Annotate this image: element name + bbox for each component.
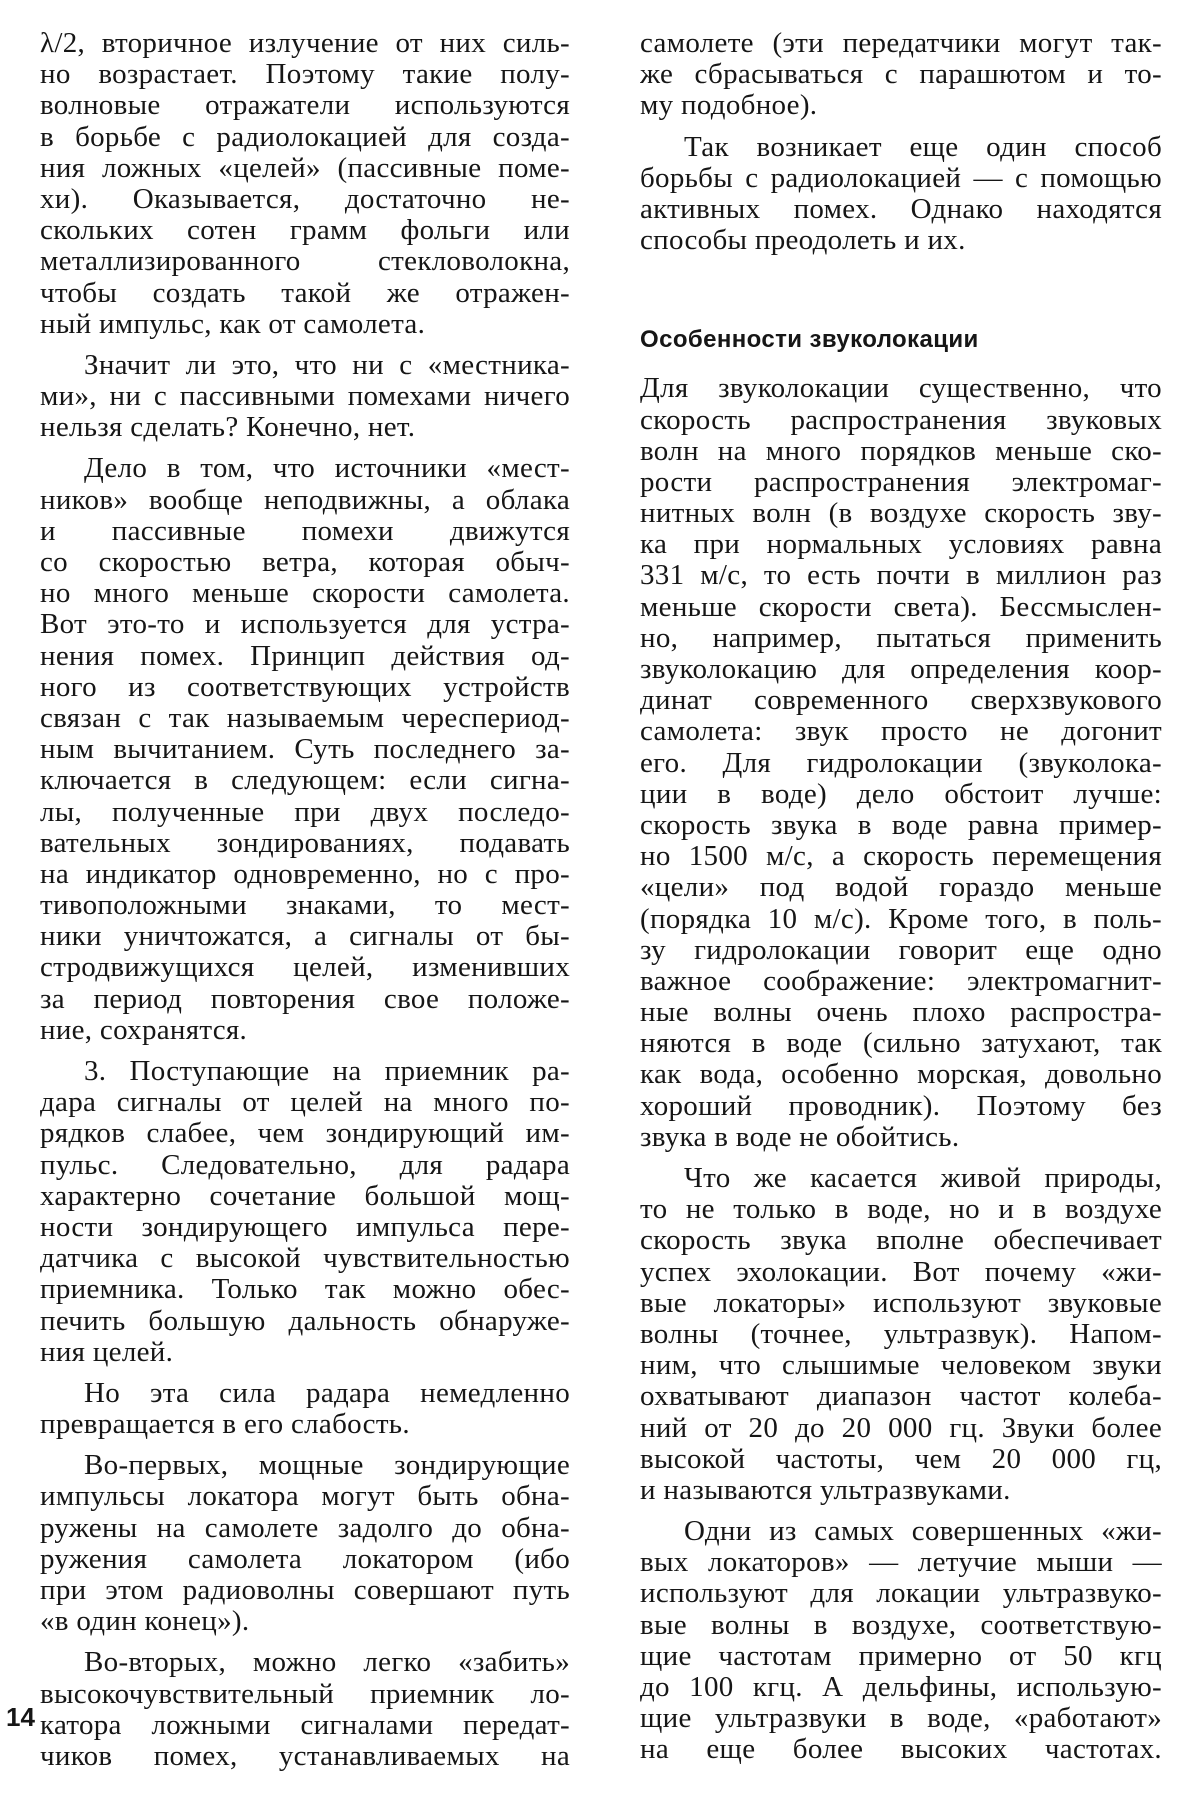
text-line: как вода, особенно морская, довольно xyxy=(640,1059,1162,1091)
text-line: катора ложными сигналами передат- xyxy=(40,1709,570,1741)
text-line: ников» вообще неподвижны, а облака xyxy=(40,484,570,516)
text-line: меньше скорости света). Бессмыслен- xyxy=(640,591,1162,623)
text-line: няются в воде (сильно затухают, так xyxy=(640,1028,1162,1060)
paragraph xyxy=(640,373,1162,1163)
text-line: звука в воде не обойтись. xyxy=(640,1121,960,1153)
text-line: в борьбе с радиолокацией для созда- xyxy=(40,121,570,153)
text-line: ники уничтожатся, а сигналы от бы- xyxy=(40,921,570,953)
text-line: рядков слабее, чем зондирующий им- xyxy=(40,1118,570,1150)
paragraph-gap xyxy=(640,122,1162,132)
text-line: ности зондирующего импульса пере- xyxy=(40,1211,570,1243)
text-line: лы, полученные при двух последо- xyxy=(40,796,570,828)
paragraph xyxy=(40,1056,570,1378)
text-line: охватывают диапазон частот колеба- xyxy=(640,1381,1162,1413)
text-line: Дело в том, что источники «мест- xyxy=(84,453,570,485)
paragraph-gap xyxy=(40,1440,570,1450)
paragraph-gap xyxy=(40,1637,570,1647)
text-line: стродвижущихся целей, изменивших xyxy=(40,952,570,984)
section-spacer xyxy=(640,266,1162,324)
text-line: успех эхолокации. Вот почему «жи- xyxy=(640,1256,1162,1288)
text-line: высокочувствительный приемник ло- xyxy=(40,1678,570,1710)
text-line: характерно сочетание большой мощ- xyxy=(40,1180,570,1212)
paragraph xyxy=(640,28,1162,132)
text-line: скольких сотен грамм фольги или xyxy=(40,215,570,247)
text-line: нельзя сделать? Конечно, нет. xyxy=(40,412,416,444)
paragraph xyxy=(40,1378,570,1450)
text-line: ружены на самолете задолго до обна- xyxy=(40,1512,570,1544)
text-line: его. Для гидролокации (звуколока- xyxy=(640,747,1162,779)
text-line: вательных зондированиях, подавать xyxy=(40,827,570,859)
text-line: самолета: звук просто не догонит xyxy=(640,716,1162,748)
text-line: и называются ультразвуками. xyxy=(640,1474,1011,1506)
text-line: ние, сохранятся. xyxy=(40,1014,248,1046)
paragraph xyxy=(40,28,570,350)
text-line: на еще более высоких частотах. xyxy=(640,1734,1162,1766)
text-line: нения помех. Принцип действия од- xyxy=(40,640,570,672)
text-line: но много меньше скорости самолета. xyxy=(40,578,570,610)
text-line: скорость распространения звуковых xyxy=(640,404,1162,436)
text-line: со скоростью ветра, которая обыч- xyxy=(40,547,570,578)
text-line: ные волны очень плохо распростра- xyxy=(640,997,1162,1029)
paragraph xyxy=(640,132,1162,267)
text-line: чиков помех, устанавливаемых на xyxy=(40,1740,570,1772)
text-line: Для звуколокации существенно, что xyxy=(640,373,1162,405)
text-line: но возрастает. Поэтому такие полу- xyxy=(40,59,570,91)
paragraph-gap xyxy=(640,1766,1162,1776)
page-number: 14 xyxy=(6,1702,35,1732)
text-line: важное соображение: электромагнит- xyxy=(640,965,1162,997)
text-line: вые локаторы» используют звуковые xyxy=(640,1287,1162,1319)
text-line: чтобы создать такой же отражен- xyxy=(40,277,570,309)
text-line: «цели» под водой гораздо меньше xyxy=(640,872,1162,904)
text-line: ным вычитанием. Суть последнего за- xyxy=(40,734,570,766)
paragraph-gap xyxy=(640,1153,1162,1163)
text-line: Во-вторых, можно легко «забить» xyxy=(84,1647,570,1679)
section-heading: Особенности звуколокации xyxy=(640,326,979,354)
text-line: самолете (эти передатчики могут так- xyxy=(640,28,1162,59)
left-column xyxy=(40,28,570,1782)
text-line: 3. Поступающие на приемник ра- xyxy=(84,1056,570,1087)
text-line: ключается в следующем: если сигна- xyxy=(40,765,570,797)
text-line: но 1500 м/с, а скорость перемещения xyxy=(640,841,1162,873)
text-line: превращается в его слабость. xyxy=(40,1409,410,1441)
text-line: ции в воде) дело обстоит лучше: xyxy=(640,778,1162,810)
text-line: скорость звука вполне обеспечивает xyxy=(640,1225,1162,1257)
text-line: Одни из самых совершенных «жи- xyxy=(684,1516,1162,1548)
paragraph-gap xyxy=(40,1046,570,1056)
text-line: печить большую дальность обнаруже- xyxy=(40,1305,570,1337)
text-line: ружения самолета локатором (ибо xyxy=(40,1543,570,1575)
text-line: Вот это-то и используется для устра- xyxy=(40,609,570,641)
text-line: хороший проводник). Поэтому без xyxy=(640,1090,1162,1122)
text-line: Что же касается живой природы, xyxy=(684,1163,1162,1194)
text-line: ного из соответствующих устройств xyxy=(40,671,570,703)
text-line: вые волны в воздухе, соответствую- xyxy=(640,1609,1162,1641)
text-line: используют для локации ультразвуко- xyxy=(640,1578,1162,1610)
text-line: 331 м/с, то есть почти в миллион раз xyxy=(640,560,1162,592)
text-line: борьбы с радиолокацией — с помощью xyxy=(640,162,1162,194)
text-line: Во-первых, мощные зондирующие xyxy=(84,1450,570,1482)
text-line: ка при нормальных условиях равна xyxy=(640,529,1162,561)
paragraph xyxy=(640,1163,1162,1516)
right-column xyxy=(640,28,1162,1776)
text-line: зу гидролокации говорит еще одно xyxy=(640,934,1162,966)
text-line: Значит ли это, что ни с «местника- xyxy=(84,349,570,381)
text-line: но, например, пытаться применить xyxy=(640,622,1162,654)
paragraph xyxy=(40,453,570,1056)
paragraph xyxy=(40,1450,570,1647)
text-line: му подобное). xyxy=(640,90,818,122)
text-line: приемника. Только так можно обес- xyxy=(40,1274,570,1306)
text-line: же сбрасываться с парашютом и то- xyxy=(640,59,1162,91)
text-line: волновые отражатели используются xyxy=(40,90,570,122)
text-line: на индикатор одновременно, но с про- xyxy=(40,858,570,890)
text-line: при этом радиоволны совершают путь xyxy=(40,1575,570,1606)
text-line: пульс. Следовательно, для радара xyxy=(40,1149,570,1181)
text-line: тивоположными знаками, то мест- xyxy=(40,890,570,922)
text-line: дара сигналы от целей на много по- xyxy=(40,1087,570,1119)
paragraph-gap xyxy=(40,1772,570,1782)
text-line: щие ультразвуки в воде, «работают» xyxy=(640,1703,1162,1735)
text-line: λ/2, вторичное излучение от них силь- xyxy=(40,28,570,59)
text-line: способы преодолеть и их. xyxy=(640,225,966,257)
heading-spacer xyxy=(640,355,1162,373)
paragraph xyxy=(640,1516,1162,1776)
text-line: до 100 кгц. А дельфины, использую- xyxy=(640,1672,1162,1703)
paragraph-gap xyxy=(640,256,1162,266)
text-line: датчика с высокой чувствительностью xyxy=(40,1243,570,1275)
text-line: металлизированного стекловолокна, xyxy=(40,246,570,278)
text-line: Но эта сила радара немедленно xyxy=(84,1377,570,1409)
paragraph xyxy=(40,350,570,454)
text-line: вых локаторов» — летучие мыши — xyxy=(640,1547,1162,1579)
text-line: рости распространения электромаг- xyxy=(640,466,1162,498)
text-line: ми», ни с пассивными помехами ничего xyxy=(40,381,570,413)
paragraph xyxy=(40,1647,570,1782)
text-line: активных помех. Однако находятся xyxy=(640,193,1162,225)
text-line: динат современного сверхзвукового xyxy=(640,685,1162,717)
text-line: высокой частоты, чем 20 000 гц, xyxy=(640,1443,1162,1475)
text-line: хи). Оказывается, достаточно не- xyxy=(40,183,570,215)
text-line: импульсы локатора могут быть обна- xyxy=(40,1481,570,1513)
text-line: ния ложных «целей» (пассивные поме- xyxy=(40,152,570,184)
text-line: скорость звука в воде равна пример- xyxy=(640,809,1162,841)
text-line: и пассивные помехи движутся xyxy=(40,515,570,547)
text-line: (порядка 10 м/с). Кроме того, в поль- xyxy=(640,903,1162,935)
text-line: то не только в воде, но и в воздухе xyxy=(640,1194,1162,1226)
text-line: ный импульс, как от самолета. xyxy=(40,308,426,340)
text-line: ним, что слышимые человеком звуки xyxy=(640,1350,1162,1382)
text-line: звуколокацию для определения коор- xyxy=(640,654,1162,685)
paragraph-gap xyxy=(40,340,570,350)
text-line: связан с так называемым череспериод- xyxy=(40,702,570,734)
text-line: ний от 20 до 20 000 гц. Звуки более xyxy=(640,1412,1162,1444)
text-line: Так возникает еще один способ xyxy=(684,131,1162,163)
paragraph-gap xyxy=(40,443,570,453)
paragraph-gap xyxy=(40,1368,570,1378)
text-line: ния целей. xyxy=(40,1336,174,1368)
text-line: за период повторения свое положе- xyxy=(40,983,570,1015)
paragraph-gap xyxy=(640,1506,1162,1516)
text-line: волны (точнее, ультразвук). Напом- xyxy=(640,1318,1162,1350)
text-line: волн на много порядков меньше ско- xyxy=(640,435,1162,467)
text-line: нитных волн (в воздухе скорость зву- xyxy=(640,498,1162,530)
text-line: щие частотам примерно от 50 кгц xyxy=(640,1640,1162,1672)
text-line: «в один конец»). xyxy=(40,1606,250,1638)
